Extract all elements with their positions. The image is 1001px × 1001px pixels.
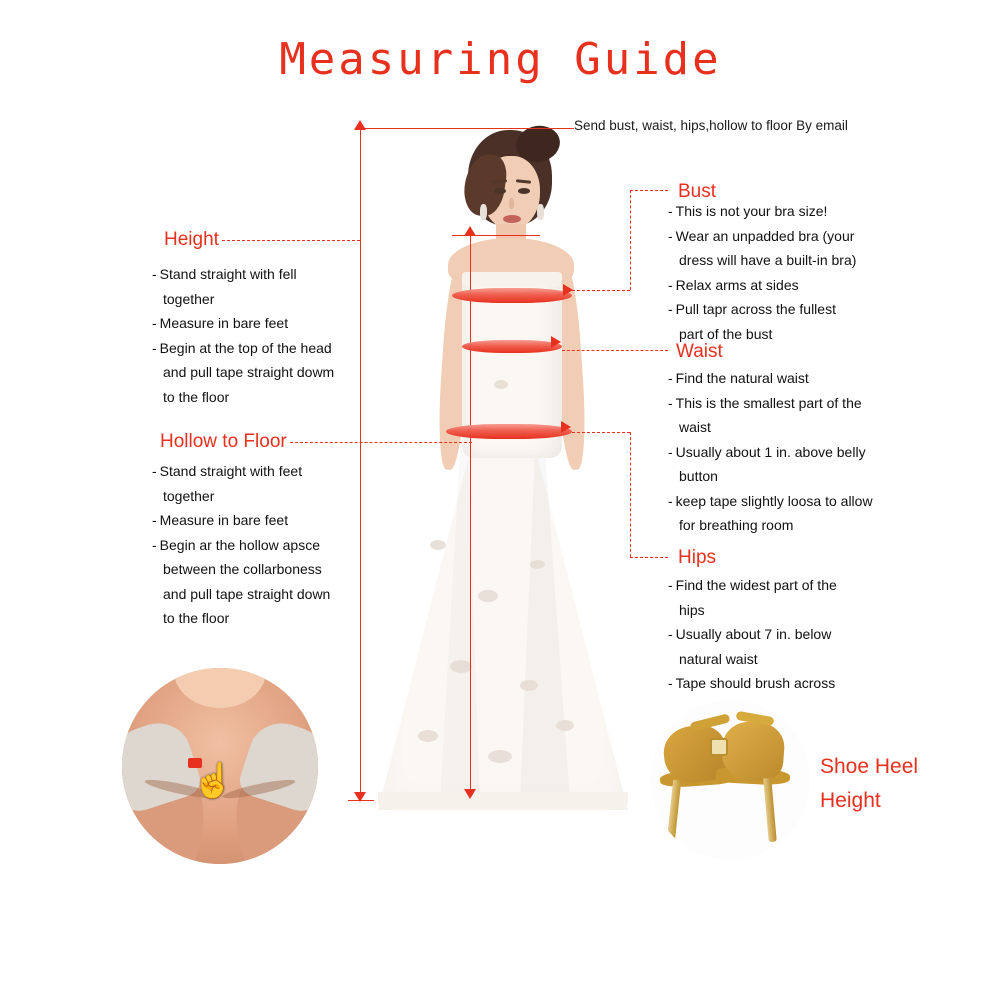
shoe-right-upper [720, 720, 786, 782]
lace-motif [478, 590, 498, 602]
hollow-point-photo [122, 668, 318, 864]
bust-measure-band [452, 288, 572, 303]
hollow-to-floor-bullet-list [152, 459, 330, 631]
bust-bullet-list [668, 199, 856, 346]
hollow-to-floor-arrow-bottom [464, 789, 476, 799]
shoe-buckle-icon [710, 738, 728, 756]
list-item: - Relax arms at sides [668, 276, 799, 293]
dress-neckline [462, 272, 562, 286]
height-label-leader [222, 240, 360, 241]
eye-left [494, 188, 506, 194]
send-measurements-note: Send bust, waist, hips,hollow to floor By email [574, 118, 848, 133]
section-title-height: Height [164, 229, 219, 250]
list-item-cont: for breathing room [679, 517, 794, 533]
section-title-hips: Hips [678, 547, 717, 568]
list-item: - Stand straight with fell [152, 266, 297, 282]
list-item: - Measure in bare feet [152, 512, 289, 528]
list-item-cont: button [679, 468, 718, 484]
list-item: - keep tape slightly loosa to allow [668, 492, 873, 509]
list-item: - Measure in bare feet [152, 315, 289, 331]
list-item-cont: part of the bust [679, 325, 773, 342]
list-item: - Find the widest part of the [668, 577, 837, 593]
section-title-waist: Waist [676, 341, 723, 362]
list-item-cont: hips [679, 601, 705, 618]
hollow-tick [452, 235, 540, 236]
waist-bullet-list [668, 366, 873, 538]
waist-band-arrow [551, 336, 561, 348]
height-bullet-list [152, 262, 334, 409]
model-illustration [370, 120, 630, 810]
skirt-hem [378, 792, 628, 808]
list-item: - Stand straight with feet [152, 463, 303, 479]
earring-left [480, 204, 487, 220]
list-item: - Tape should brush across [668, 675, 836, 691]
list-item: - This is the smallest part of the [668, 394, 862, 411]
list-item-cont: together [163, 290, 215, 307]
hips-label-leader [630, 557, 668, 558]
earring-right [537, 204, 544, 220]
lace-motif [520, 680, 538, 691]
shoe-heel-line2: Height [820, 789, 881, 812]
hips-measure-band [446, 424, 572, 439]
list-item: - Usually about 1 in. above belly [668, 443, 866, 460]
lace-motif [418, 730, 438, 742]
hips-bullet-list [668, 573, 837, 696]
list-item-cont: natural waist [679, 650, 758, 667]
list-item-cont: between the collarboness [163, 561, 322, 577]
list-item: - Usually about 7 in. below [668, 626, 832, 642]
lace-motif [430, 540, 446, 550]
lace-motif [488, 750, 512, 763]
list-item-cont: together [163, 487, 215, 504]
list-item-cont: dress will have a built-in bra) [679, 252, 857, 268]
lace-motif [450, 660, 472, 673]
height-bottom-tick [348, 800, 374, 801]
section-title-bust: Bust [678, 181, 717, 202]
lace-motif [530, 560, 545, 569]
hips-band-arrow [561, 421, 571, 433]
eye-right [518, 188, 530, 194]
list-item-cont: and pull tape straight dowm [163, 364, 335, 380]
bust-connector-vertical [630, 190, 631, 290]
lace-motif [494, 380, 508, 389]
pointing-hand-icon: ☝ [192, 762, 235, 800]
section-title-shoe-heel-height [820, 750, 918, 818]
section-title-hollow-to-floor: Hollow to Floor [160, 431, 287, 452]
list-item: - This is not your bra size! [668, 203, 828, 219]
list-item-cont: to the floor [163, 388, 230, 405]
list-item-cont: waist [679, 419, 711, 435]
list-item: - Begin ar the hollow apsce [152, 536, 320, 553]
shoe-heel-photo [650, 700, 810, 860]
nose [509, 198, 514, 209]
bust-connector-horizontal [572, 290, 630, 291]
page-title: Measuring Guide [279, 34, 722, 85]
waist-measure-band [462, 340, 562, 353]
list-item: - Pull tapr across the fullest [668, 301, 836, 317]
hollow-to-floor-label-leader [290, 442, 472, 443]
hips-connector-horizontal [572, 432, 630, 433]
height-top-tick [360, 128, 574, 129]
list-item-cont: and pull tape straight down [163, 585, 331, 602]
hips-connector-vertical [630, 432, 631, 557]
height-measure-line [360, 128, 361, 800]
waist-label-leader [562, 350, 668, 351]
list-item: - Wear an unpadded bra (your [668, 227, 855, 244]
lips [503, 215, 521, 223]
hollow-to-floor-measure-line [470, 235, 471, 797]
list-item: - Begin at the top of the head [152, 339, 332, 356]
bust-label-leader [630, 190, 668, 191]
shoe-heel-line1: Shoe Heel [820, 755, 919, 778]
list-item: - Find the natural waist [668, 370, 809, 386]
list-item-cont: to the floor [163, 610, 230, 626]
lace-motif [556, 720, 574, 731]
